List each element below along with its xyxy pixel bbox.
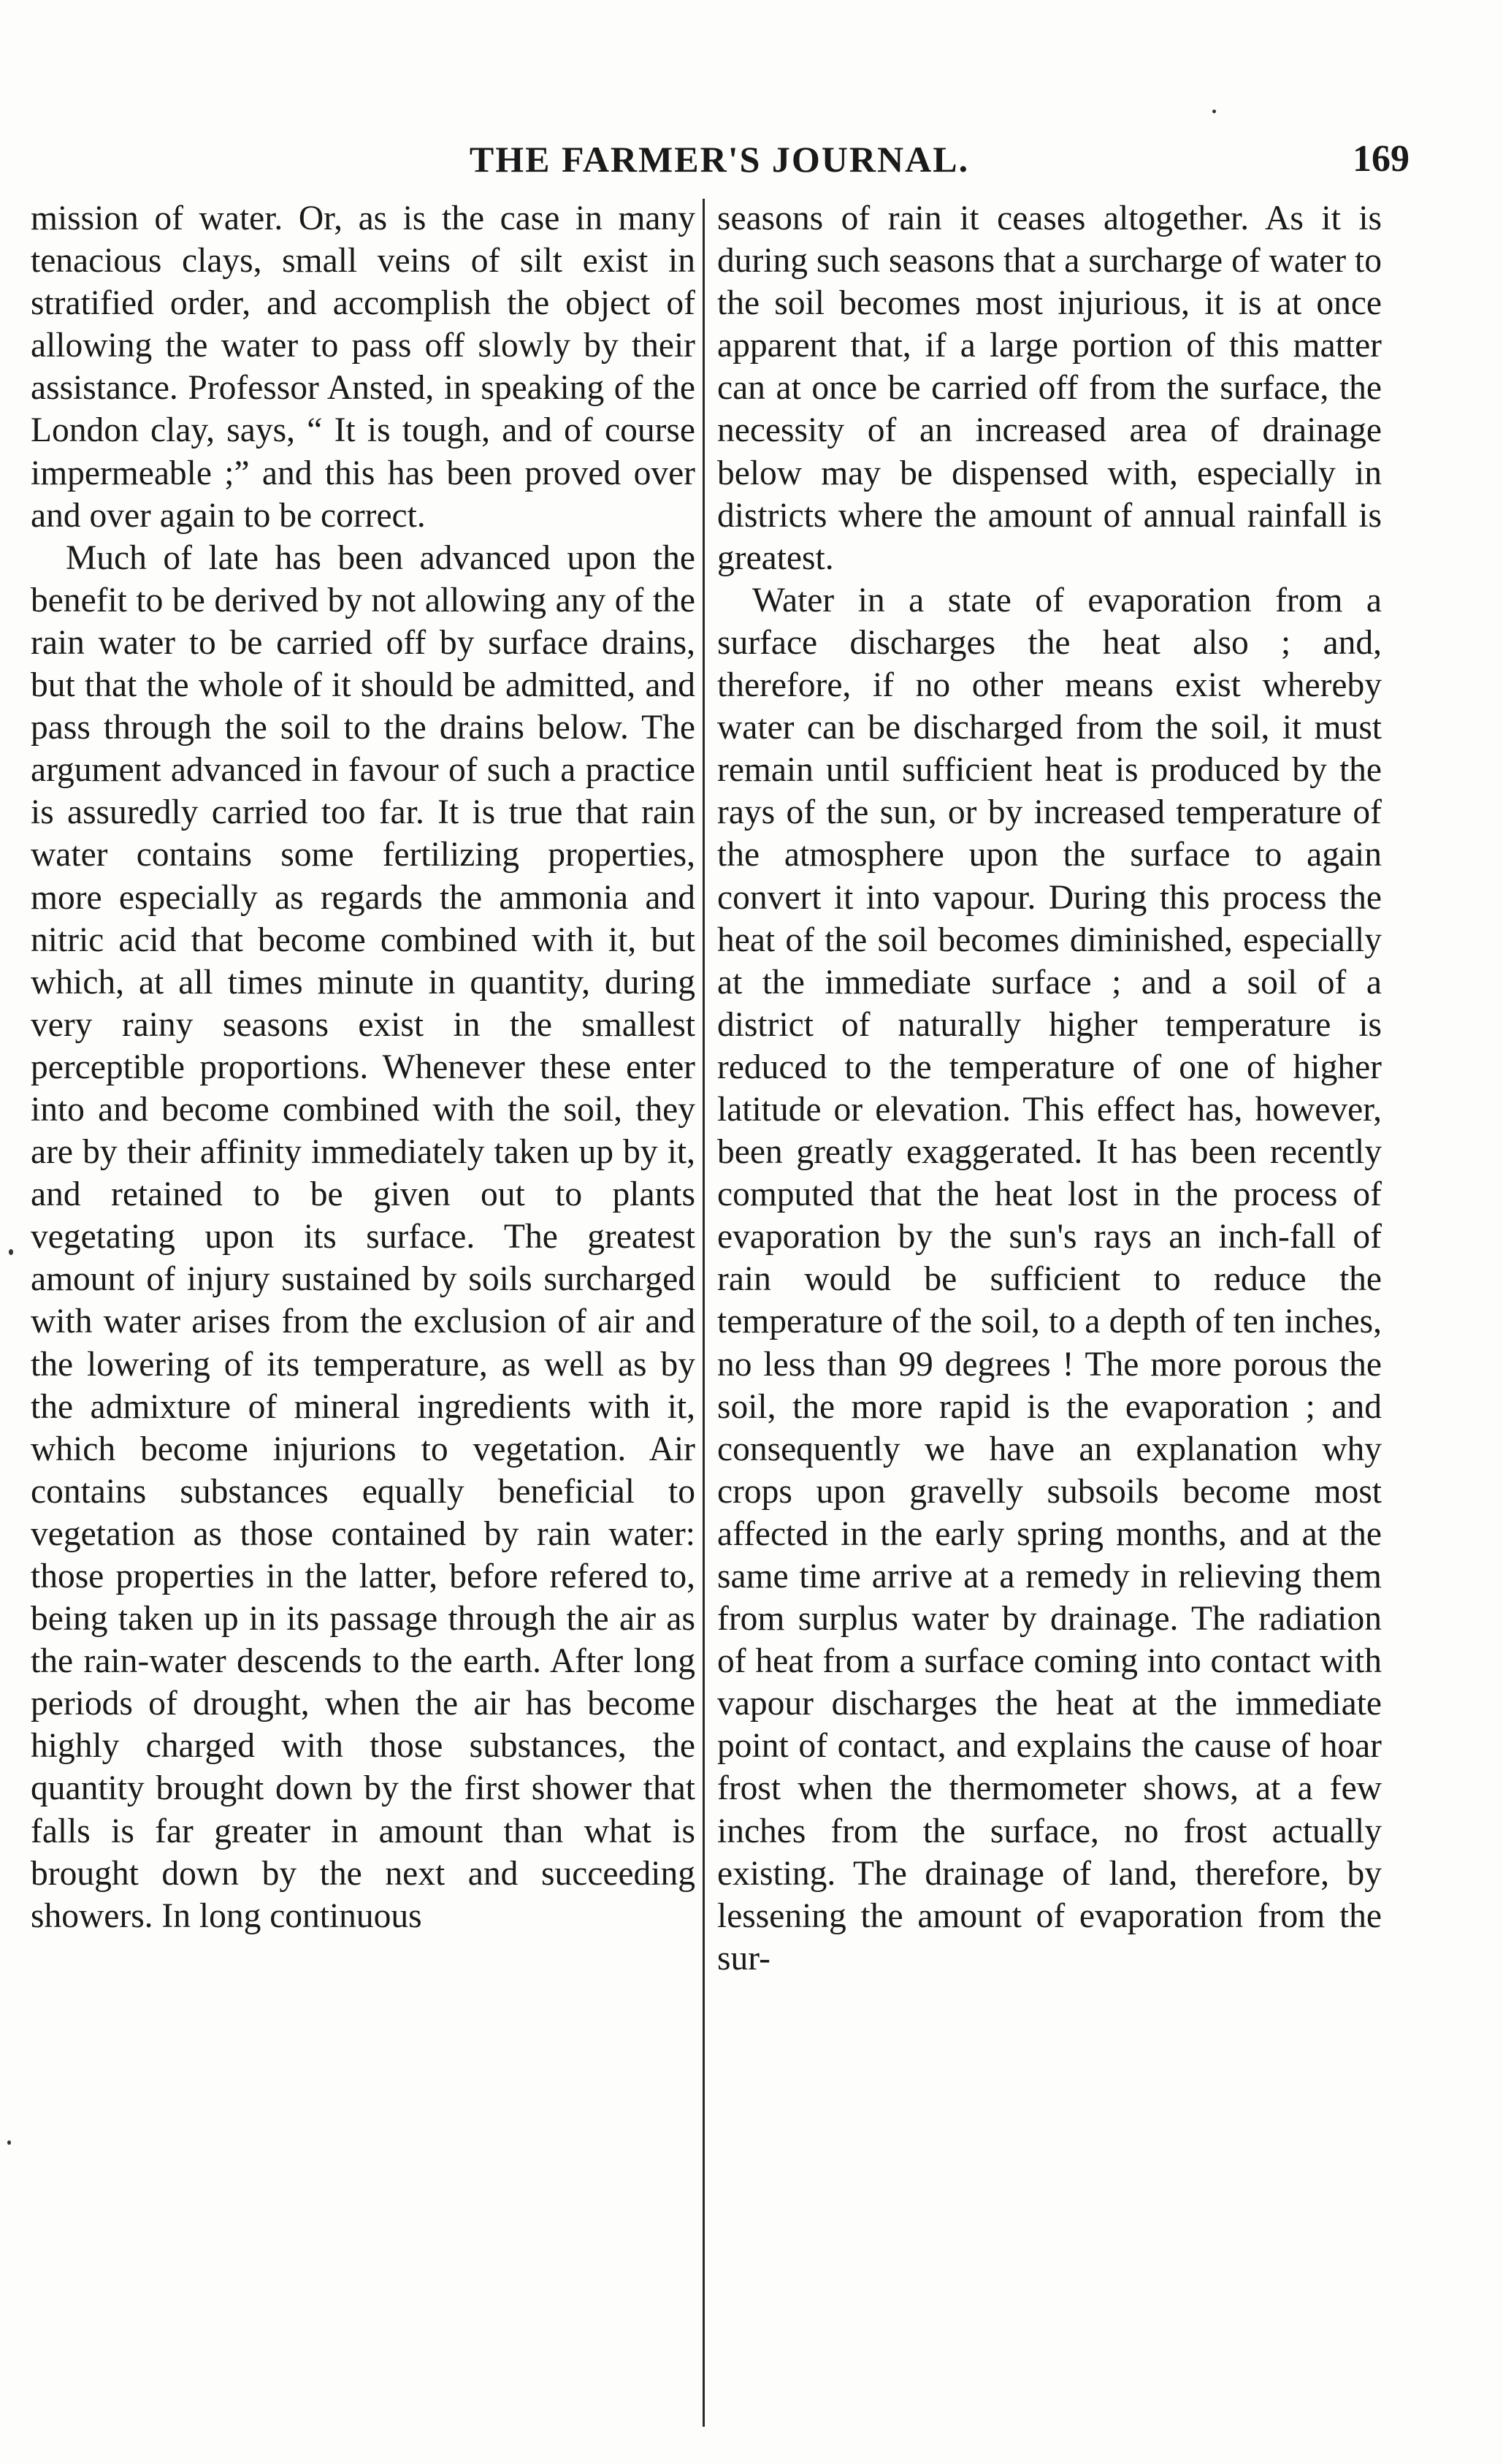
running-head bbox=[29, 130, 1410, 188]
print-speck bbox=[1212, 110, 1216, 113]
paragraph: mission of water. Or, as is the case in many tenacious clays, small veins of silt exist in stratified order, and accomplish the object of allowing the water to pass off slowly by their assistance. Professor Ansted, in speaking of the London clay, says, “ It is tough, and of course impermeable ;” and this has been proved over and over again to be correct. bbox=[31, 199, 695, 535]
column-divider bbox=[703, 199, 705, 2427]
paragraph: Much of late has been advanced upon the benefit to be derived by not allowing any of the rain water to be carried off by surface drains, but that the whole of it should be admitted, and pass through the soil to the drains below. The argument advanced in favour of such a practice is assuredly carried too far. It is true that rain water contains some fertilizing properties, more especially as regards the ammonia and nitric acid that become combined with it, but which, at all times minute in quantity, during very rainy seasons exist in the smallest perceptible proportions. Whenever these enter into and become combined with the soil, they are by their affinity immediately taken up by it, and retained to be given out to plants vegetating upon its surface. The greatest amount of injury sustained by soils surcharged with water arises from the exclusion of air and the lowering of its temperature, as well as by the admixture of mineral ingredients with it, which become injurions to vegetation. Air contains substances equally beneficial to vegetation as those contained by rain water: those properties in the latter, before refered to, being taken up in its passage through the air as the rain-water descends to the earth. After long periods of drought, when the air has become highly charged with those substances, the quantity brought down by the first shower that falls is far greater in amount than what is brought down by the next and succeeding showers. In long continuous bbox=[31, 538, 695, 1935]
print-speck bbox=[7, 2140, 11, 2145]
paragraph: seasons of rain it ceases altogether. As it is during such seasons that a surcharge of water to the soil becomes most injurious, it is at once apparent that, if a large portion of this matter can at once be carried off from the surface, the necessity of an increased area of drainage below may be dispensed with, especially in districts where the amount of annual rainfall is greatest. bbox=[717, 199, 1382, 577]
print-speck bbox=[9, 1249, 13, 1255]
running-title: THE FARMER'S JOURNAL. bbox=[469, 139, 970, 180]
paragraph: Water in a state of evaporation from a surface discharges the heat also ; and, therefore, if no other means exist whereby water can be discharged from the soil, it must remain until sufficient heat is produced by the rays of the sun, or by increased temperature of the atmosphere upon the surface to again convert it into vapour. During this process the heat of the soil becomes diminished, especially at the immediate surface ; and a soil of a district of naturally higher temperature is reduced to the temperature of one of higher latitude or elevation. This effect has, however, been greatly exaggerated. It has been recently computed that the heat lost in the process of evaporation by the sun's rays an inch-fall of rain would be sufficient to reduce the temperature of the soil, to a depth of ten inches, no less than 99 degrees ! The more porous the soil, the more rapid is the evaporation ; and consequently we have an explanation why crops upon gravelly subsoils become most affected in the early spring months, and at the same time arrive at a remedy in relieving them from surplus water by drainage. The radiation of heat from a surface coming into contact with vapour discharges the heat at the immediate point of contact, and explains the cause of hoar frost when the thermometer shows, at a few inches from the surface, no frost actually existing. The drainage of land, therefore, by lessening the amount of evaporation from the sur- bbox=[717, 581, 1382, 1977]
left-column bbox=[31, 197, 695, 2433]
page-number: 169 bbox=[1353, 138, 1410, 180]
right-column bbox=[717, 197, 1382, 2433]
